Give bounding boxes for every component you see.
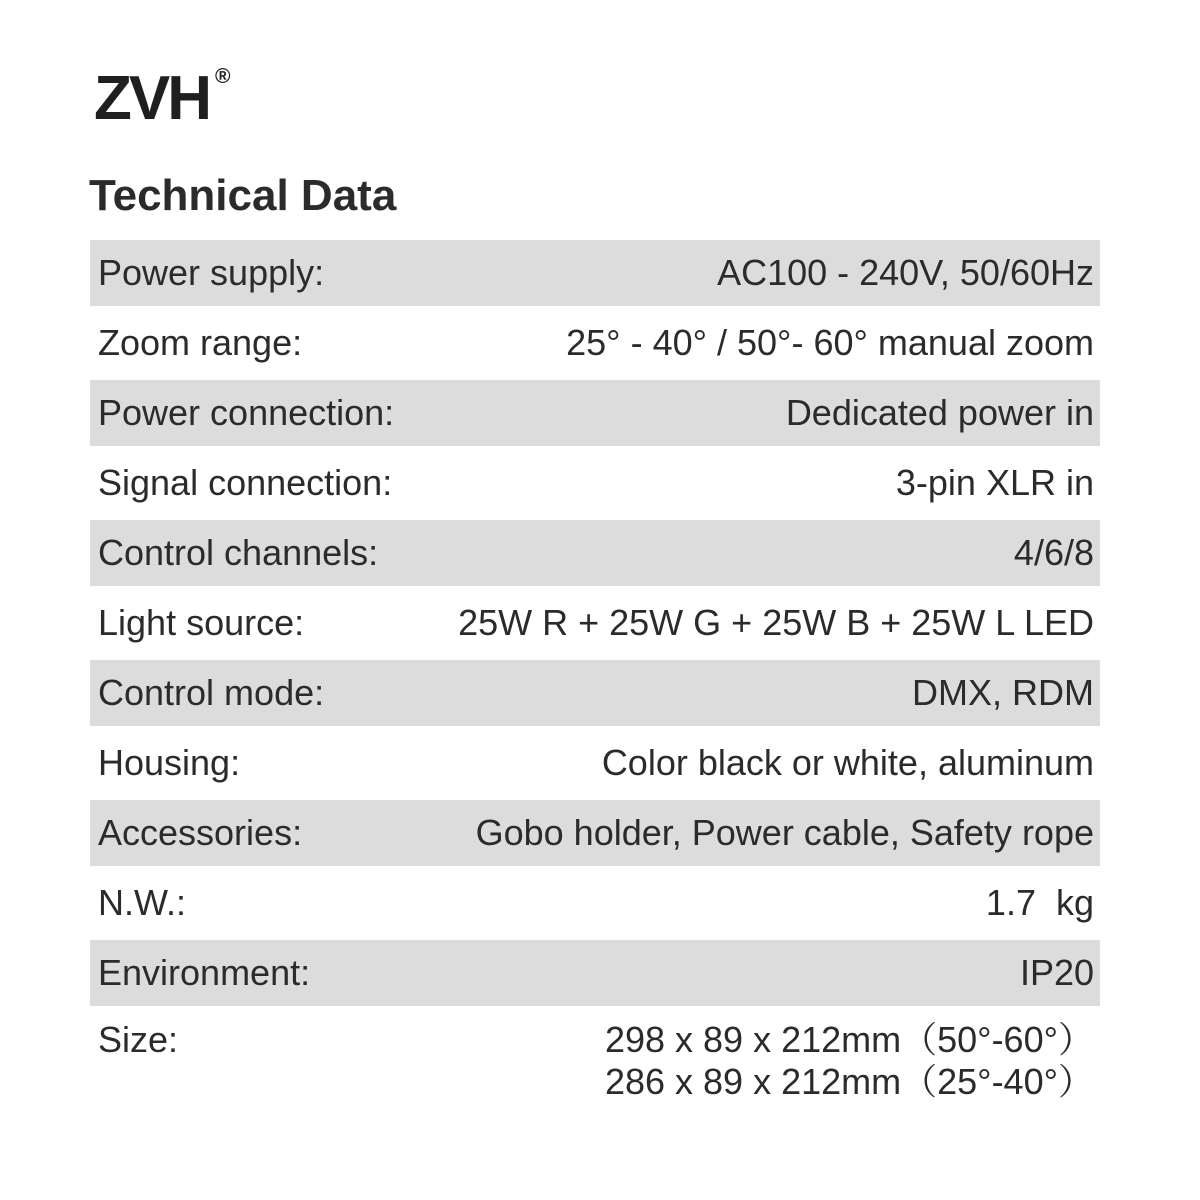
row-value: 25° - 40° / 50°- 60° manual zoom (566, 322, 1094, 363)
row-value: 4/6/8 (1013, 532, 1094, 573)
table-row-net-weight (90, 866, 1100, 940)
page-title: Technical Data (89, 171, 397, 220)
row-value: AC100 - 240V, 50/60Hz (717, 252, 1094, 293)
row-label: Accessories: (98, 812, 303, 853)
row-label: Control channels: (98, 532, 379, 573)
row-value: Gobo holder, Power cable, Safety rope (475, 812, 1094, 853)
table-row-control-channels (90, 520, 1100, 586)
table-row-accessories (90, 800, 1100, 866)
size-line-2: 286 x 89 x 212mm（25°-40°） (604, 1061, 1094, 1102)
table-row-signal-connection (90, 446, 1100, 520)
row-value: IP20 (1019, 952, 1094, 993)
size-line-1: 298 x 89 x 212mm（50°-60°） (604, 1019, 1094, 1060)
brand-logo (94, 64, 231, 133)
row-label: Power supply: (98, 252, 325, 293)
table-row-light-source (90, 586, 1100, 660)
row-label: Size: (98, 1019, 179, 1060)
row-value: Color black or white, aluminum (601, 742, 1094, 783)
row-value: Dedicated power in (785, 392, 1094, 433)
row-label: Environment: (98, 952, 311, 993)
row-value (605, 1019, 1094, 1103)
row-label: Light source: (98, 602, 305, 643)
row-value: DMX, RDM (912, 672, 1094, 713)
row-value: 1.7 kg (985, 882, 1094, 923)
row-value: 25W R + 25W G + 25W B + 25W L LED (458, 602, 1094, 643)
registered-trademark-icon: ® (215, 65, 231, 88)
row-label: Power connection: (98, 392, 395, 433)
technical-data-table (90, 240, 1100, 1122)
row-label: Control mode: (98, 672, 325, 713)
table-row-zoom-range (90, 306, 1100, 380)
row-value: 3-pin XLR in (895, 462, 1094, 503)
table-row-control-mode (90, 660, 1100, 726)
table-row-power-connection (90, 380, 1100, 446)
row-label: Housing: (98, 742, 241, 783)
table-row-power-supply (90, 240, 1100, 306)
brand-logo-text: ZVH (94, 64, 209, 133)
row-label: Zoom range: (98, 322, 303, 363)
row-label: Signal connection: (98, 462, 393, 503)
row-label: N.W.: (98, 882, 186, 923)
table-row-housing (90, 726, 1100, 800)
table-row-environment (90, 940, 1100, 1006)
table-row-size (90, 1006, 1100, 1122)
